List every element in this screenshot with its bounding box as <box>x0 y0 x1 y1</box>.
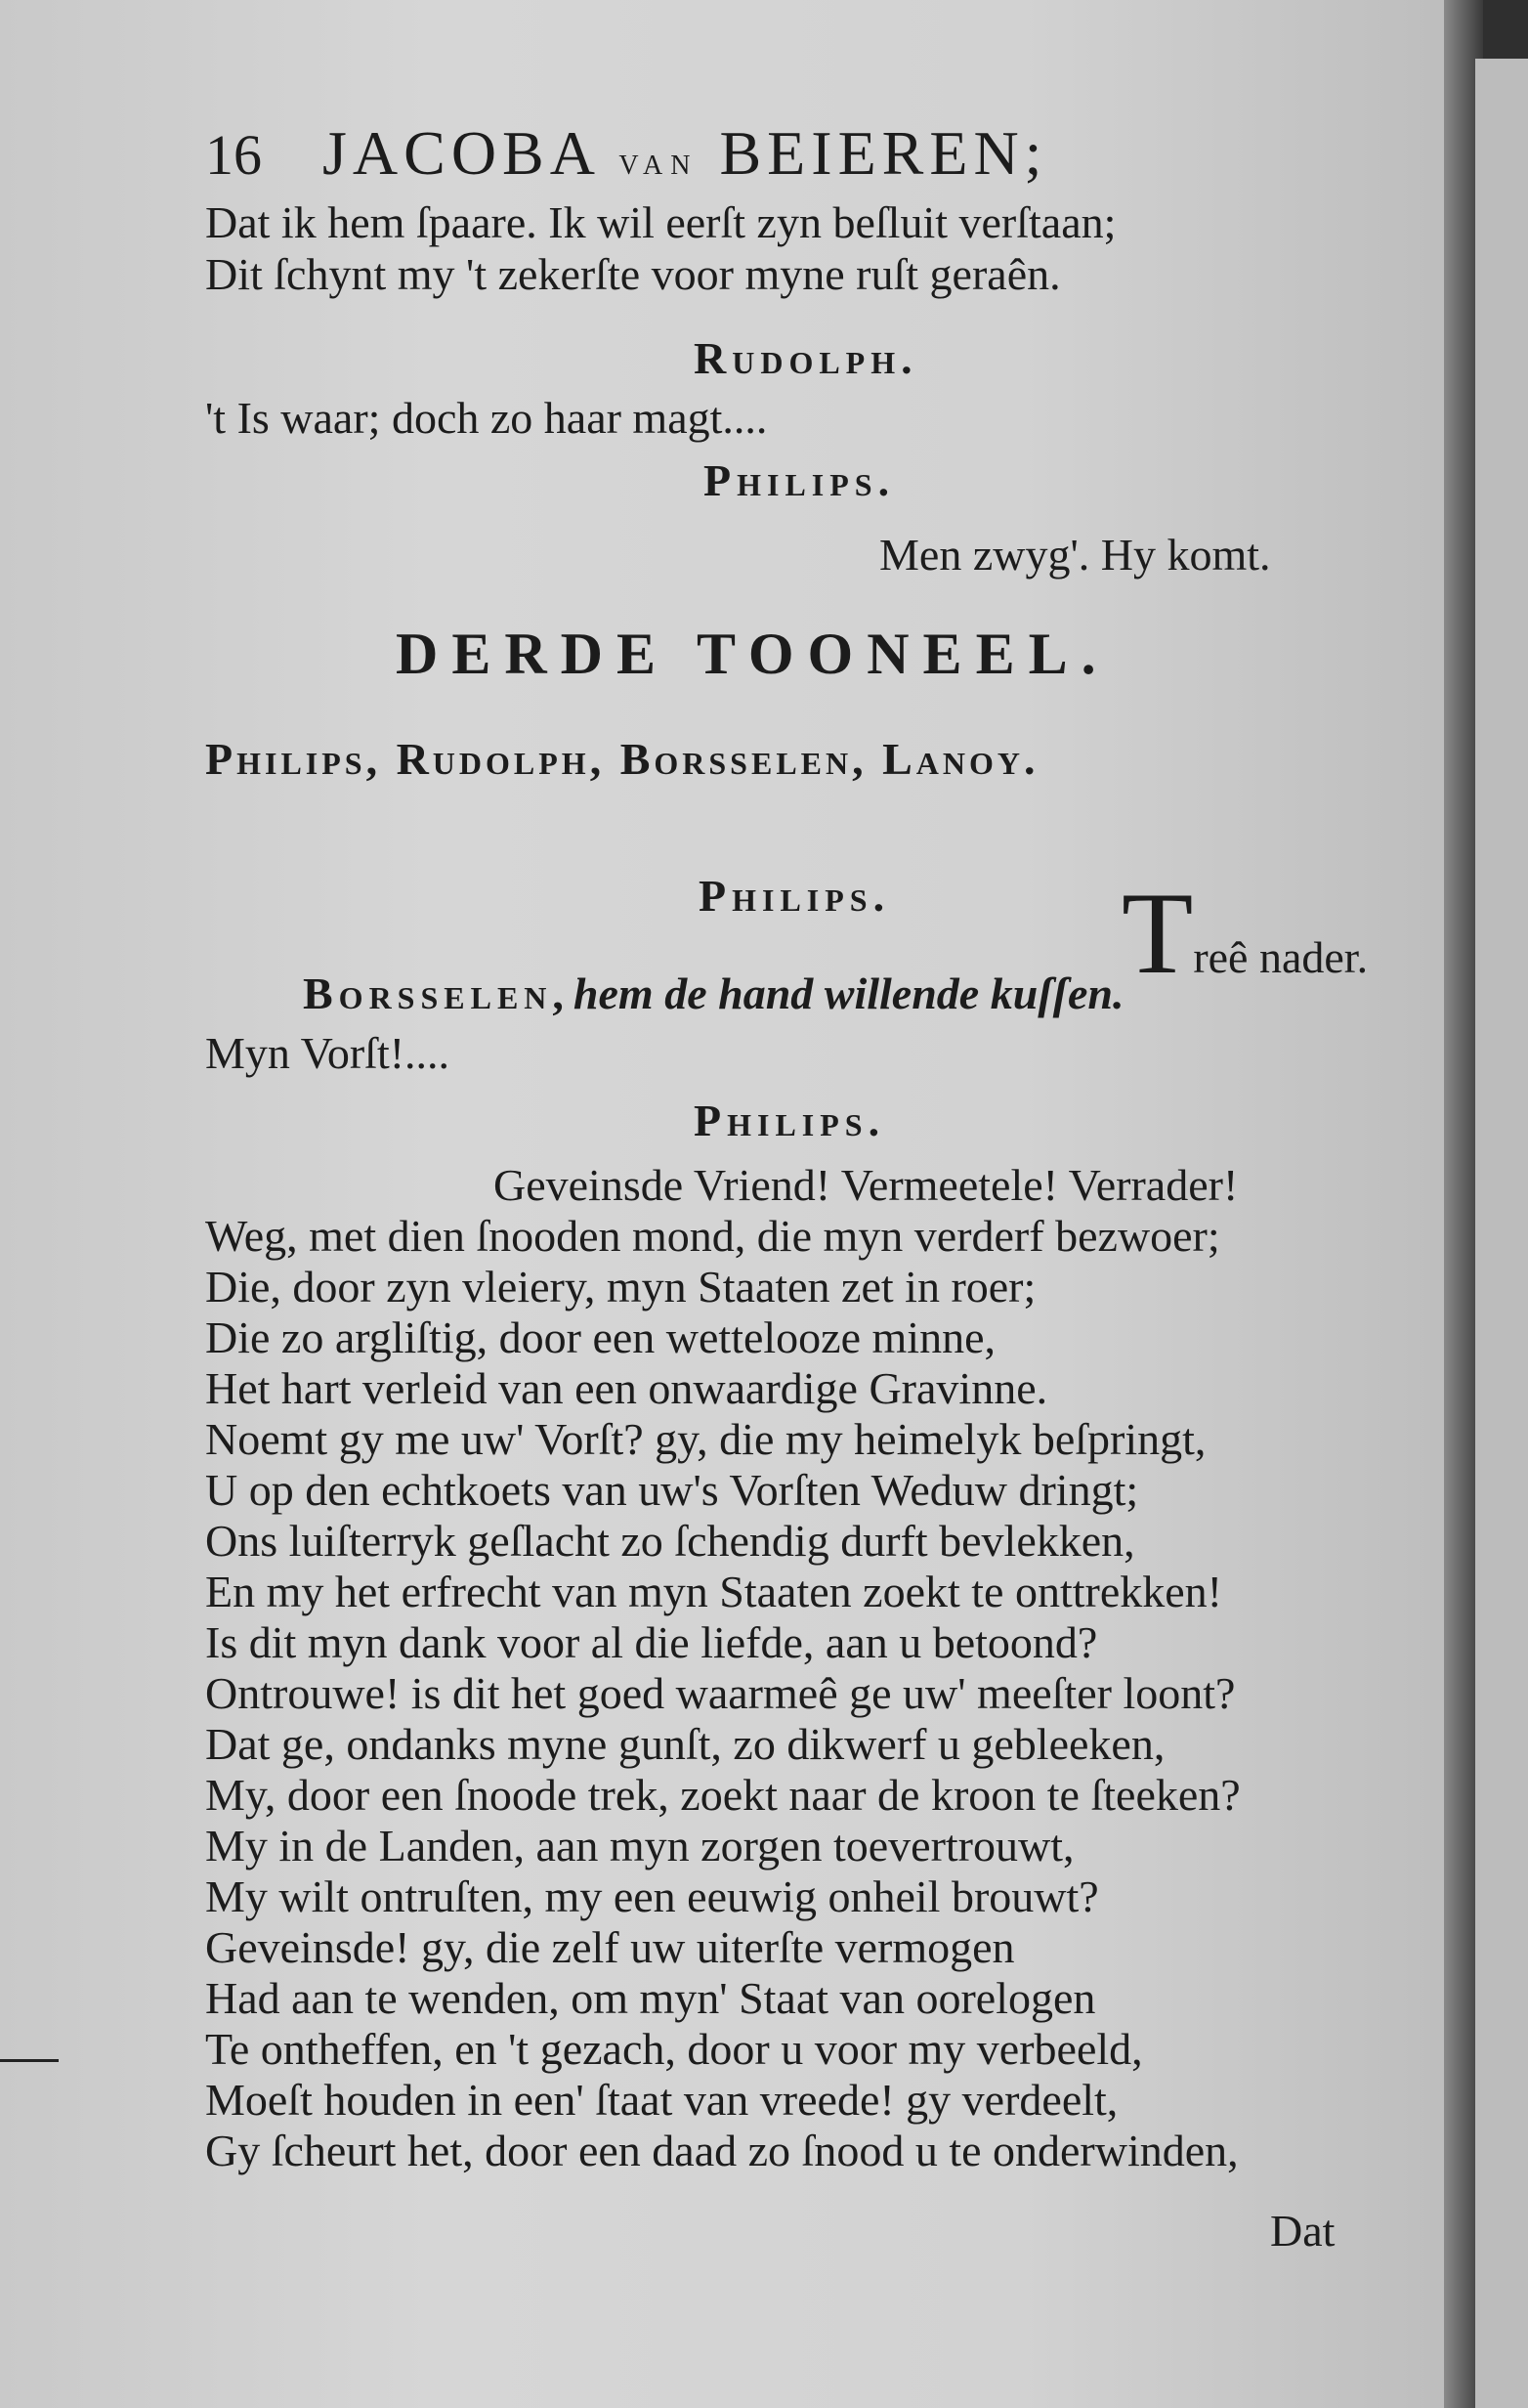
speaker-name: Rudolph. <box>694 333 918 383</box>
verse-line: U op den echtkoets van uw's Vorſten Weduw dringt; <box>205 1465 1139 1515</box>
verse-line: Ons luiſterryk geſlacht zo ſchendig durft bevlekken, <box>205 1516 1135 1566</box>
verse-line: 't Is waar; doch zo haar magt.... <box>205 393 768 443</box>
drop-cap-line <box>1122 868 1369 998</box>
verse-line: Die, door zyn vleiery, myn Staaten zet in roer; <box>205 1262 1037 1312</box>
verse-line: reê nader. <box>1193 932 1369 982</box>
verse-line: Ontrouwe! is dit het goed waarmeê ge uw' meeſter loont? <box>205 1668 1236 1718</box>
facing-page-edge <box>1475 59 1528 2408</box>
verse-line: Gy ſcheurt het, door een daad zo ſnood u te onderwinden, <box>205 2126 1239 2175</box>
stage-direction-line <box>303 968 1124 1019</box>
speaker-name: Borsselen, <box>303 968 570 1018</box>
speaker-name: Philips. <box>699 871 891 921</box>
scene-heading: DERDE TOONEEL. <box>396 622 1110 686</box>
verse-line: Had aan te wenden, om myn' Staat van oorelogen <box>205 1973 1096 2023</box>
verse-line: En my het erfrecht van myn Staaten zoekt te onttrekken! <box>205 1567 1222 1616</box>
page-number: 16 <box>205 123 262 187</box>
stage-direction: hem de hand willende kuſſen. <box>573 968 1125 1018</box>
header-title-beieren: BEIEREN; <box>719 118 1048 188</box>
drop-cap: T <box>1122 868 1194 998</box>
verse-line: Men zwyg'. Hy komt. <box>879 530 1271 580</box>
header-title-jacoba: JACOBA <box>322 118 598 188</box>
verse-line: Myn Vorſt!.... <box>205 1028 450 1078</box>
verse-line: Te ontheffen, en 't gezach, door u voor my verbeeld, <box>205 2024 1143 2074</box>
verse-line: My in de Landen, aan myn zorgen toevertrouwt, <box>205 1821 1075 1870</box>
verse-line: Dat ik hem ſpaare. Ik wil eerſt zyn beſluit verſtaan; <box>205 197 1117 247</box>
speaker-name: Philips. <box>703 455 896 505</box>
speaker-name: Philips. <box>694 1096 886 1145</box>
header-title-van: van <box>618 139 699 183</box>
verse-line: My wilt ontruſten, my een eeuwig onheil brouwt? <box>205 1871 1099 1921</box>
verse-line: Geveinsde Vriend! Vermeetele! Verrader! <box>493 1160 1239 1210</box>
margin-mark <box>0 2059 59 2062</box>
verse-line: Geveinsde! gy, die zelf uw uiterſte vermogen <box>205 1922 1015 1972</box>
verse-line: Is dit myn dank voor al die liefde, aan u betoond? <box>205 1617 1098 1667</box>
catchword: Dat <box>1270 2206 1336 2256</box>
verse-line: Dat ge, ondanks myne gunſt, zo dikwerf u gebleeken, <box>205 1719 1166 1769</box>
verse-line: Moeſt houden in een' ſtaat van vreede! gy verdeelt, <box>205 2075 1119 2125</box>
verse-line: Dit ſchynt my 't zekerſte voor myne ruſt geraên. <box>205 249 1061 299</box>
running-header <box>205 117 1047 190</box>
verse-line: My, door een ſnoode trek, zoekt naar de kroon te ſteeken? <box>205 1770 1241 1820</box>
cast-list: Philips, Rudolph, Borsselen, Lanoy. <box>205 734 1040 784</box>
verse-line: Het hart verleid van een onwaardige Gravinne. <box>205 1363 1048 1413</box>
verse-line: Weg, met dien ſnooden mond, die myn verderf bezwoer; <box>205 1211 1220 1261</box>
verse-line: Noemt gy me uw' Vorſt? gy, die my heimelyk beſpringt, <box>205 1414 1207 1464</box>
verse-line: Die zo argliſtig, door een wettelooze minne, <box>205 1312 996 1362</box>
